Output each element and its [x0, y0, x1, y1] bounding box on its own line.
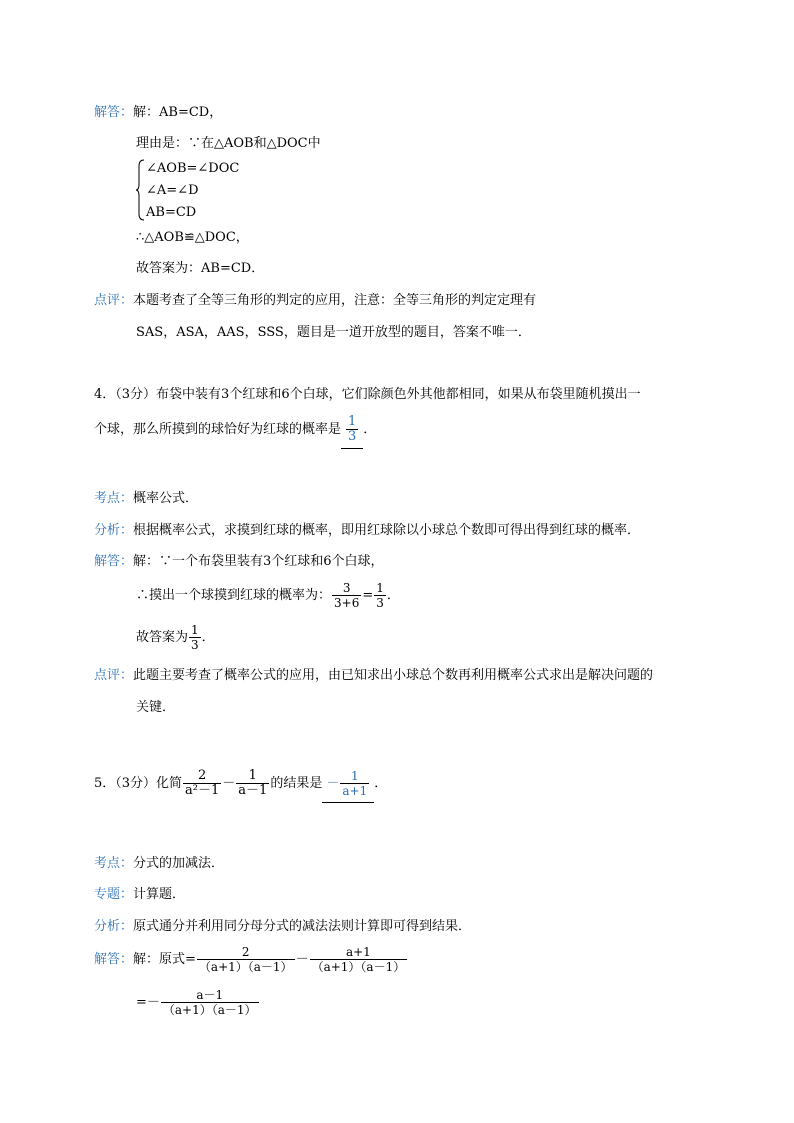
zhuanti-text: 计算题． [133, 887, 186, 902]
frac-num: 3 [342, 581, 351, 595]
kaodian-label: 考点： [94, 491, 134, 506]
dianping-text: 此题主要考查了概率公式的应用，由已知求出小球总个数再利用概率公式求出是解决问题的 [133, 668, 654, 683]
frac-num: a+1 [345, 945, 371, 959]
q5-stem-text: 的结果是 [270, 776, 323, 791]
fraction-2-over-a2-1 [183, 769, 221, 798]
minus-sign: － [222, 776, 236, 791]
comment-text: 本题考查了全等三角形的判定的应用，注意：全等三角形的判定定理有 [133, 293, 537, 308]
answer-label: 解答： [94, 105, 134, 120]
q5-stem [94, 766, 387, 803]
comment-label: 点评： [94, 293, 134, 308]
q4-jieda-line2 [136, 578, 400, 614]
fenxi-text: 根据概率公式，求摸到红球的概率，即用红球除以小球总个数即可得出得到红球的概率． [133, 523, 641, 538]
jieda-text: 解：∵一个布袋里装有3个红球和6个白球， [133, 554, 384, 569]
frac-num: 2 [241, 945, 250, 959]
q4-jieda-line3 [136, 620, 215, 656]
frac-den: 3+6 [334, 596, 360, 610]
q4-dianping-line2: 关键． [136, 700, 176, 715]
minus-sign: － [295, 952, 309, 967]
q4-stem-line1: 4．（3分）布袋中装有3个红球和6个白球，它们除颜色外其他都相同，如果从布袋里随机摸出一 [94, 387, 641, 402]
period: ． [201, 630, 215, 645]
frac-den: 3 [191, 638, 199, 652]
q4-kaodian [94, 490, 198, 508]
fraction-2-over-product [197, 945, 295, 974]
frac-den: a－1 [238, 783, 268, 798]
q4-stem-end: ． [363, 422, 377, 437]
jieda-label: 解答： [94, 554, 134, 569]
system-eq1: ∠AOB=∠DOC [146, 161, 240, 176]
jieda-label: 解答： [94, 952, 134, 967]
q4-answer-fraction [346, 415, 358, 444]
frac-den: （a+1）（a－1） [198, 960, 293, 974]
q3-answer-line1 [94, 104, 222, 122]
q5-zhuanti [94, 886, 185, 904]
system-brace [136, 158, 146, 222]
q4-answer-blank [341, 412, 363, 449]
jieda-text: =－ [136, 995, 160, 1010]
jieda-text: 故答案为 [136, 630, 189, 645]
q3-comment-line1 [94, 292, 536, 310]
q4-stem-line2 [94, 412, 376, 449]
fraction-1-over-3 [374, 581, 386, 610]
fraction-a1-over-product [310, 945, 408, 974]
q5-jieda-line2 [136, 983, 260, 1023]
frac-num: a－1 [196, 988, 224, 1002]
frac-den: a²－1 [185, 783, 220, 798]
jieda-text: ∴摸出一个球摸到红球的概率为： [136, 588, 332, 603]
frac-num: 2 [198, 768, 207, 783]
q5-stem-end: ． [374, 776, 388, 791]
frac-den: 3 [376, 596, 384, 610]
answer-text: 解：AB=CD， [133, 105, 223, 120]
q3-therefore-line: ∴△AOB≌△DOC， [136, 230, 249, 245]
frac-num: 1 [350, 769, 359, 783]
q5-jieda-line1 [94, 940, 408, 980]
q4-stem-text: 个球，那么所摸到的球恰好为红球的概率是 [94, 422, 342, 437]
zhuanti-label: 专题： [94, 887, 134, 902]
jieda-text: 解：原式= [133, 952, 196, 967]
answer-sign: － [326, 776, 340, 791]
kaodian-text: 概率公式． [133, 491, 199, 506]
q4-jieda-line1 [94, 553, 384, 571]
frac-num: 1 [248, 768, 257, 783]
equals-sign: = [362, 588, 374, 603]
q5-answer-fraction [340, 769, 369, 798]
kaodian-text: 分式的加减法． [133, 856, 225, 871]
fraction-1-over-3 [189, 623, 201, 652]
fenxi-label: 分析： [94, 523, 134, 538]
system-eq2: ∠A=∠D [146, 183, 199, 198]
fenxi-text: 原式通分并利用同分母分式的减法法则计算即可得到结果． [133, 919, 472, 934]
q4-answer-num: 1 [348, 414, 357, 429]
q5-answer-blank [322, 766, 374, 803]
fraction-a-1-over-product [161, 988, 259, 1017]
kaodian-label: 考点： [94, 856, 134, 871]
frac-den: （a+1）（a－1） [162, 1003, 257, 1017]
system-eq3: AB=CD [146, 205, 197, 220]
q5-fenxi [94, 918, 471, 936]
frac-den: （a+1）（a－1） [311, 960, 406, 974]
q5-stem-text: 5．（3分）化简 [94, 776, 183, 791]
dianping-label: 点评： [94, 668, 134, 683]
fraction-1-over-a-1 [236, 769, 269, 798]
q5-kaodian [94, 855, 224, 873]
period: ． [386, 588, 400, 603]
q3-comment-line2: SAS，ASA，AAS，SSS，题目是一道开放型的题目，答案不唯一． [136, 325, 531, 340]
q4-dianping-line1 [94, 667, 653, 685]
fenxi-label: 分析： [94, 919, 134, 934]
q3-reason-line: 理由是：∵在△AOB和△DOC中 [136, 136, 321, 151]
fraction-3-over-3plus6 [332, 581, 361, 610]
q4-answer-den: 3 [348, 429, 357, 444]
q4-fenxi [94, 522, 640, 540]
frac-num: 1 [376, 581, 384, 595]
q3-final-answer: 故答案为：AB=CD． [136, 261, 265, 276]
frac-den: a+1 [342, 784, 368, 798]
frac-num: 1 [191, 623, 199, 637]
